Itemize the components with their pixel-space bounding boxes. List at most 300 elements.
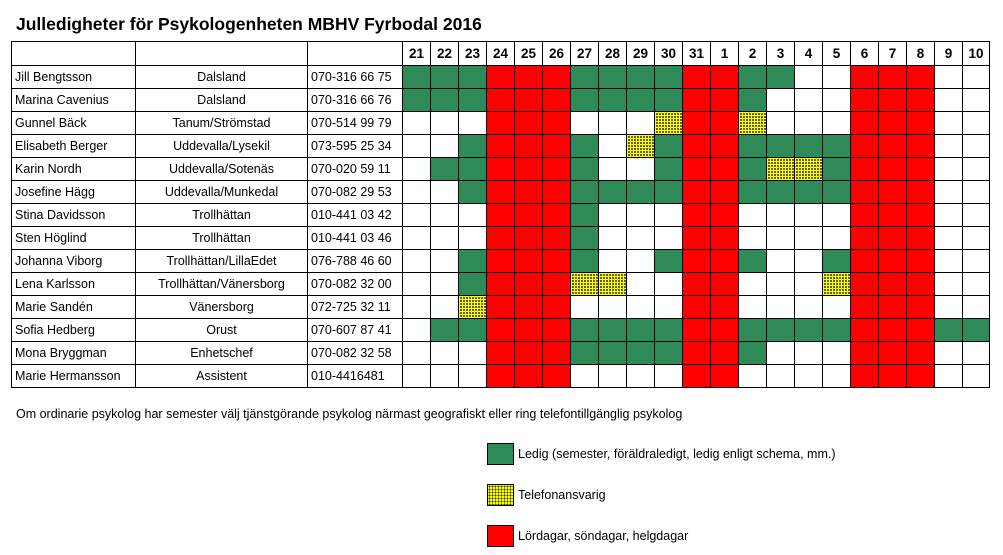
staff-area: Enhetschef — [136, 342, 308, 365]
day-cell-ledig — [823, 250, 851, 273]
day-cell — [795, 342, 823, 365]
day-cell-ledig — [431, 158, 459, 181]
day-cell — [431, 227, 459, 250]
day-cell — [431, 250, 459, 273]
day-cell-red — [543, 273, 571, 296]
day-cell — [655, 296, 683, 319]
day-cell-ledig — [571, 227, 599, 250]
day-cell-red — [907, 135, 935, 158]
day-cell-ledig — [459, 135, 487, 158]
day-cell-red — [543, 204, 571, 227]
day-cell-red — [683, 66, 711, 89]
staff-name: Lena Karlsson — [12, 273, 136, 296]
day-cell — [431, 273, 459, 296]
day-cell — [403, 365, 431, 388]
day-cell — [599, 204, 627, 227]
day-header: 9 — [935, 42, 963, 66]
day-cell-telefon — [655, 112, 683, 135]
day-cell — [767, 273, 795, 296]
day-cell — [403, 227, 431, 250]
day-cell-ledig — [795, 319, 823, 342]
day-cell — [935, 204, 963, 227]
day-cell-ledig — [627, 342, 655, 365]
day-cell-red — [683, 204, 711, 227]
day-cell-red — [543, 181, 571, 204]
day-cell — [935, 89, 963, 112]
day-cell-ledig — [599, 342, 627, 365]
day-cell-ledig — [627, 89, 655, 112]
day-cell-ledig — [655, 342, 683, 365]
day-cell-red — [879, 296, 907, 319]
day-cell-red — [515, 296, 543, 319]
staff-row — [12, 135, 990, 158]
day-cell-red — [515, 66, 543, 89]
day-cell-ledig — [823, 158, 851, 181]
day-cell — [627, 250, 655, 273]
day-cell-red — [683, 365, 711, 388]
staff-row — [12, 250, 990, 273]
day-cell-ledig — [655, 135, 683, 158]
day-cell — [963, 158, 990, 181]
staff-phone: 076-788 46 60 — [308, 250, 403, 273]
day-cell-telefon — [459, 296, 487, 319]
day-cell-ledig — [823, 319, 851, 342]
day-cell-red — [487, 296, 515, 319]
day-cell — [963, 89, 990, 112]
day-cell-red — [879, 250, 907, 273]
staff-area: Uddevalla/Lysekil — [136, 135, 308, 158]
day-cell-red — [515, 365, 543, 388]
staff-name: Elisabeth Berger — [12, 135, 136, 158]
day-cell — [935, 227, 963, 250]
day-cell-ledig — [655, 158, 683, 181]
day-cell-ledig — [655, 250, 683, 273]
day-header: 24 — [487, 42, 515, 66]
staff-phone: 010-4416481 — [308, 365, 403, 388]
day-cell-ledig — [795, 181, 823, 204]
day-cell-ledig — [627, 319, 655, 342]
day-cell-red — [907, 112, 935, 135]
day-cell-red — [487, 365, 515, 388]
day-cell-red — [851, 89, 879, 112]
day-cell-red — [683, 89, 711, 112]
day-cell — [571, 112, 599, 135]
day-cell-red — [879, 319, 907, 342]
staff-phone: 072-725 32 11 — [308, 296, 403, 319]
day-cell-ledig — [627, 181, 655, 204]
day-cell-red — [487, 227, 515, 250]
staff-row — [12, 181, 990, 204]
day-cell — [767, 250, 795, 273]
day-cell — [795, 273, 823, 296]
staff-area: Trollhättan — [136, 204, 308, 227]
day-cell — [431, 135, 459, 158]
day-cell-red — [515, 250, 543, 273]
staff-name: Marie Sandén — [12, 296, 136, 319]
day-cell-ledig — [627, 66, 655, 89]
day-cell — [459, 204, 487, 227]
day-cell — [795, 296, 823, 319]
day-cell — [459, 365, 487, 388]
day-cell — [823, 227, 851, 250]
day-cell-ledig — [459, 319, 487, 342]
day-cell — [963, 273, 990, 296]
day-header: 8 — [907, 42, 935, 66]
staff-phone: 010-441 03 46 — [308, 227, 403, 250]
day-cell-red — [907, 296, 935, 319]
day-cell-telefon — [795, 158, 823, 181]
instruction-note: Om ordinarie psykolog har semester välj tjänstgörande psykolog närmast geografiskt eller ring telefontillgänglig psykolog — [16, 407, 683, 421]
legend-ledig-swatch — [487, 443, 514, 465]
day-cell — [459, 227, 487, 250]
day-cell — [403, 273, 431, 296]
day-cell — [431, 296, 459, 319]
day-cell-ledig — [571, 342, 599, 365]
day-cell — [627, 365, 655, 388]
day-cell-ledig — [459, 158, 487, 181]
header-area-cell — [136, 42, 308, 66]
staff-name: Johanna Viborg — [12, 250, 136, 273]
day-cell — [403, 342, 431, 365]
staff-phone: 070-020 59 11 — [308, 158, 403, 181]
day-cell-red — [487, 158, 515, 181]
day-cell-red — [907, 181, 935, 204]
staff-area: Trollhättan/Vänersborg — [136, 273, 308, 296]
staff-area: Tanum/Strömstad — [136, 112, 308, 135]
day-header: 25 — [515, 42, 543, 66]
staff-name: Josefine Hägg — [12, 181, 136, 204]
day-cell — [403, 204, 431, 227]
header-phone-cell — [308, 42, 403, 66]
day-cell-red — [543, 365, 571, 388]
day-cell-ledig — [739, 342, 767, 365]
staff-name: Stina Davidsson — [12, 204, 136, 227]
day-cell-ledig — [599, 319, 627, 342]
header-name-cell — [12, 42, 136, 66]
day-cell — [655, 365, 683, 388]
day-cell — [823, 66, 851, 89]
day-cell — [795, 365, 823, 388]
legend-telefon-swatch — [487, 484, 514, 506]
day-cell-red — [879, 181, 907, 204]
day-cell-ledig — [767, 135, 795, 158]
staff-row — [12, 204, 990, 227]
day-cell-red — [487, 181, 515, 204]
legend-telefon-label: Telefonansvarig — [518, 488, 606, 502]
day-cell-red — [907, 204, 935, 227]
day-cell-red — [487, 273, 515, 296]
day-cell — [403, 112, 431, 135]
day-cell — [655, 204, 683, 227]
staff-area: Dalsland — [136, 89, 308, 112]
staff-row — [12, 273, 990, 296]
staff-phone: 073-595 25 34 — [308, 135, 403, 158]
staff-phone: 070-607 87 41 — [308, 319, 403, 342]
day-cell — [431, 112, 459, 135]
staff-area: Orust — [136, 319, 308, 342]
staff-name: Marina Cavenius — [12, 89, 136, 112]
day-header: 27 — [571, 42, 599, 66]
day-cell-ledig — [571, 89, 599, 112]
day-cell — [935, 66, 963, 89]
day-cell — [823, 296, 851, 319]
header-row — [12, 42, 990, 66]
day-cell-red — [711, 204, 739, 227]
day-cell-red — [907, 319, 935, 342]
day-cell — [403, 135, 431, 158]
staff-phone: 070-082 29 53 — [308, 181, 403, 204]
day-header: 7 — [879, 42, 907, 66]
day-cell — [655, 227, 683, 250]
day-cell-ledig — [571, 204, 599, 227]
staff-area: Trollhättan/LillaEdet — [136, 250, 308, 273]
day-cell-ledig — [403, 89, 431, 112]
staff-area: Uddevalla/Sotenäs — [136, 158, 308, 181]
day-cell-red — [683, 112, 711, 135]
day-cell-red — [711, 158, 739, 181]
day-cell — [795, 112, 823, 135]
day-cell-ledig — [571, 250, 599, 273]
day-cell-red — [543, 89, 571, 112]
staff-row — [12, 227, 990, 250]
day-cell-red — [711, 273, 739, 296]
day-cell-red — [683, 227, 711, 250]
day-cell-red — [879, 273, 907, 296]
day-cell-red — [543, 112, 571, 135]
day-cell-ledig — [767, 66, 795, 89]
day-cell-red — [543, 296, 571, 319]
day-cell-red — [487, 204, 515, 227]
day-cell-red — [711, 66, 739, 89]
day-cell-red — [487, 319, 515, 342]
day-cell-red — [879, 112, 907, 135]
day-cell-red — [879, 342, 907, 365]
day-cell — [963, 342, 990, 365]
day-cell-red — [851, 273, 879, 296]
day-cell — [935, 296, 963, 319]
day-cell — [599, 227, 627, 250]
day-cell — [935, 365, 963, 388]
day-cell — [767, 89, 795, 112]
day-cell — [963, 135, 990, 158]
day-cell — [599, 296, 627, 319]
day-cell — [599, 250, 627, 273]
day-header: 3 — [767, 42, 795, 66]
day-cell — [739, 296, 767, 319]
day-cell — [627, 112, 655, 135]
day-cell — [599, 365, 627, 388]
day-cell-red — [543, 342, 571, 365]
day-cell-red — [515, 89, 543, 112]
day-cell-red — [487, 250, 515, 273]
day-cell-red — [879, 227, 907, 250]
day-cell-telefon — [823, 273, 851, 296]
staff-row — [12, 365, 990, 388]
day-cell-red — [515, 158, 543, 181]
day-cell-red — [683, 273, 711, 296]
day-cell-red — [907, 365, 935, 388]
day-cell-ledig — [459, 89, 487, 112]
day-header: 21 — [403, 42, 431, 66]
day-cell-red — [907, 227, 935, 250]
day-cell-red — [711, 135, 739, 158]
staff-name: Sten Höglind — [12, 227, 136, 250]
day-cell-ledig — [459, 66, 487, 89]
day-cell — [963, 112, 990, 135]
day-cell-ledig — [739, 181, 767, 204]
day-cell-red — [879, 135, 907, 158]
day-cell — [935, 250, 963, 273]
day-cell-red — [515, 227, 543, 250]
day-header: 4 — [795, 42, 823, 66]
day-cell-red — [515, 112, 543, 135]
day-header: 22 — [431, 42, 459, 66]
day-cell-ledig — [767, 319, 795, 342]
day-cell — [823, 342, 851, 365]
day-cell — [823, 112, 851, 135]
day-cell-red — [851, 158, 879, 181]
staff-row — [12, 89, 990, 112]
day-header: 30 — [655, 42, 683, 66]
day-cell-red — [515, 181, 543, 204]
day-cell — [935, 112, 963, 135]
day-cell-red — [851, 227, 879, 250]
day-cell-red — [907, 342, 935, 365]
day-cell-red — [711, 250, 739, 273]
day-cell-red — [683, 296, 711, 319]
day-cell-ledig — [599, 89, 627, 112]
day-cell-telefon — [571, 273, 599, 296]
day-cell-ledig — [459, 273, 487, 296]
day-cell-ledig — [739, 319, 767, 342]
day-cell — [963, 250, 990, 273]
staff-phone: 070-082 32 58 — [308, 342, 403, 365]
staff-name: Mona Bryggman — [12, 342, 136, 365]
day-cell-red — [515, 342, 543, 365]
day-cell — [767, 112, 795, 135]
day-cell — [431, 342, 459, 365]
day-cell — [963, 227, 990, 250]
day-cell — [739, 365, 767, 388]
staff-phone: 010-441 03 42 — [308, 204, 403, 227]
day-cell-ledig — [571, 66, 599, 89]
day-cell — [963, 296, 990, 319]
day-cell-red — [487, 112, 515, 135]
day-cell-red — [851, 296, 879, 319]
day-cell-telefon — [627, 135, 655, 158]
day-cell-ledig — [459, 250, 487, 273]
day-cell-ledig — [431, 89, 459, 112]
day-cell-red — [543, 250, 571, 273]
day-cell-red — [487, 135, 515, 158]
day-cell — [459, 112, 487, 135]
day-cell-red — [879, 66, 907, 89]
legend-ledig-label: Ledig (semester, föräldraledigt, ledig enligt schema, mm.) — [518, 447, 836, 461]
day-cell-ledig — [571, 181, 599, 204]
day-cell-red — [851, 204, 879, 227]
day-cell — [571, 296, 599, 319]
day-cell-red — [711, 296, 739, 319]
day-cell-red — [711, 227, 739, 250]
day-cell — [403, 250, 431, 273]
day-cell — [935, 135, 963, 158]
staff-area: Trollhättan — [136, 227, 308, 250]
day-cell — [655, 273, 683, 296]
day-cell — [767, 296, 795, 319]
day-cell-red — [851, 112, 879, 135]
day-cell-ledig — [431, 66, 459, 89]
day-cell — [963, 181, 990, 204]
day-cell — [627, 227, 655, 250]
day-cell — [795, 227, 823, 250]
day-cell-ledig — [459, 181, 487, 204]
day-cell — [431, 181, 459, 204]
staff-phone: 070-316 66 76 — [308, 89, 403, 112]
day-cell — [403, 181, 431, 204]
day-cell-ledig — [655, 319, 683, 342]
day-cell — [795, 250, 823, 273]
day-cell — [403, 319, 431, 342]
day-cell-ledig — [739, 158, 767, 181]
day-cell-red — [487, 89, 515, 112]
day-cell-ledig — [823, 181, 851, 204]
day-cell — [627, 273, 655, 296]
staff-phone: 070-082 32 00 — [308, 273, 403, 296]
day-cell-red — [907, 158, 935, 181]
day-cell-red — [515, 319, 543, 342]
day-cell — [627, 204, 655, 227]
day-cell-red — [515, 135, 543, 158]
day-cell — [935, 181, 963, 204]
day-cell-red — [851, 365, 879, 388]
day-cell-ledig — [655, 89, 683, 112]
day-cell-red — [907, 250, 935, 273]
day-cell-red — [907, 66, 935, 89]
day-header: 28 — [599, 42, 627, 66]
day-cell-telefon — [599, 273, 627, 296]
staff-area: Assistent — [136, 365, 308, 388]
day-cell-red — [543, 158, 571, 181]
staff-phone: 070-514 99 79 — [308, 112, 403, 135]
day-cell-ledig — [739, 250, 767, 273]
day-cell-ledig — [571, 319, 599, 342]
day-cell-ledig — [571, 135, 599, 158]
day-cell — [935, 273, 963, 296]
day-cell-red — [879, 158, 907, 181]
day-cell-red — [711, 112, 739, 135]
day-cell-red — [907, 89, 935, 112]
day-cell-red — [711, 89, 739, 112]
day-cell — [739, 227, 767, 250]
day-cell — [739, 273, 767, 296]
day-cell-red — [543, 66, 571, 89]
day-cell — [823, 204, 851, 227]
day-cell-ledig — [599, 181, 627, 204]
day-cell-red — [683, 250, 711, 273]
day-cell-red — [515, 204, 543, 227]
staff-area: Uddevalla/Munkedal — [136, 181, 308, 204]
day-cell-red — [683, 158, 711, 181]
day-cell-red — [879, 89, 907, 112]
day-cell — [627, 296, 655, 319]
day-cell — [963, 66, 990, 89]
day-cell — [795, 204, 823, 227]
day-cell-ledig — [823, 135, 851, 158]
day-cell-ledig — [963, 319, 990, 342]
day-cell — [767, 227, 795, 250]
staff-name: Karin Nordh — [12, 158, 136, 181]
staff-row — [12, 342, 990, 365]
